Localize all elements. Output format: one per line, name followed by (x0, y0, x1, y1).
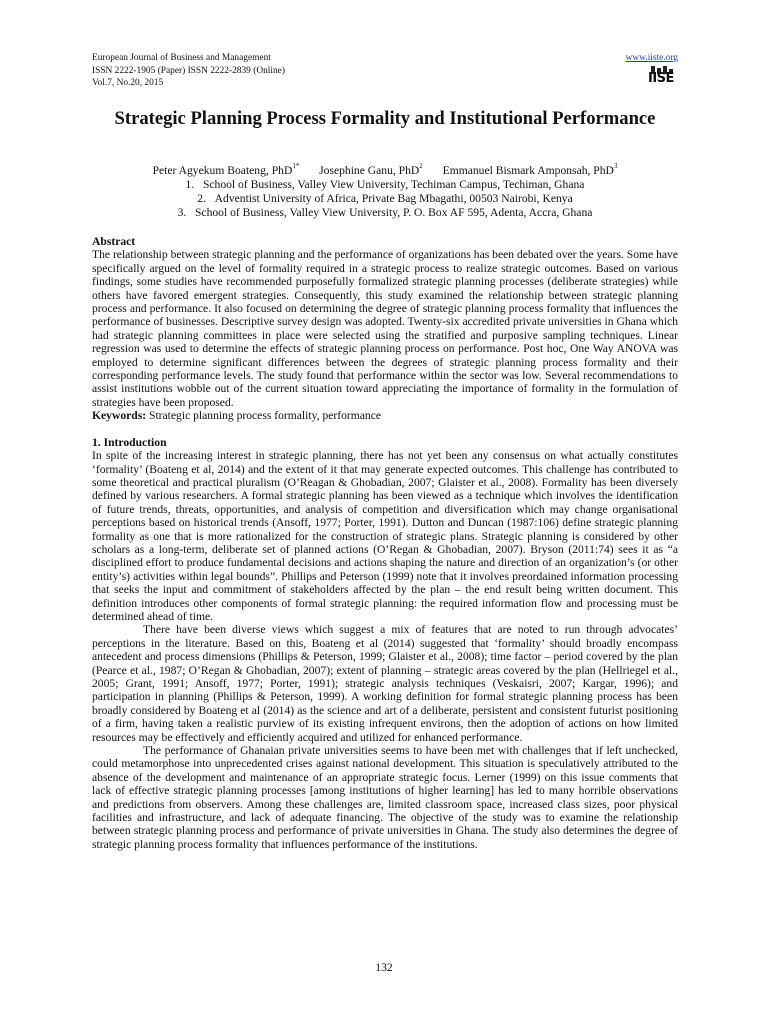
journal-name: European Journal of Business and Management (92, 53, 271, 63)
author-mark: 2 (419, 162, 423, 170)
page-number: 132 (375, 961, 393, 974)
keywords-line (92, 409, 678, 422)
keywords-label: Keywords: (92, 409, 147, 423)
paper-body (92, 235, 678, 851)
journal-url-link[interactable]: www.iiste.org (625, 53, 678, 63)
affiliation-item: 1. School of Business, Valley View University, Techiman Campus, Techiman, Ghana (185, 178, 585, 191)
author-name: Peter Agyekum Boateng, PhD (152, 164, 293, 177)
affiliation-list (92, 178, 678, 220)
affiliation-item: 2. Adventist University of Africa, Private Bag Mbagathi, 00503 Nairobi, Kenya (197, 192, 573, 205)
keywords-text: Strategic planning process formality, performance (146, 409, 382, 423)
logo-text: IISE (648, 71, 674, 86)
journal-info (92, 52, 678, 90)
affiliation-item: 3. School of Business, Valley View University, P. O. Box AF 595, Adenta, Accra, Ghana (177, 206, 593, 219)
introduction-paragraph: The performance of Ghanaian private universities seems to have been met with challenges that if left unchecked, could metamorphose into unprecedented crises against national development. This situation is speculatively attributed to the absence of the development and maintenance of an appropriate strategic focus. Lerner (1999) on this issue comments that lack of effective strategic planning processes [among institutions of higher learning] has led to many horrible observations and predictions from observers. Among these challenges are, limited classroom space, increased class sizes, poor physical facilities and infrastructure, and lack of adequate financing. The objective of the study was to examine the relationship between strategic planning process and performance of private universities in Ghana. The study also determines the degree of strategic planning process formality that influences performance of the institutions. (92, 744, 678, 851)
author-list (92, 163, 678, 178)
abstract-text: The relationship between strategic planning and the performance of organizations has been debated over the years. Some have specifically argued on the level of formality required in a strategic process to realize strategic outcomes. Based on various findings, some studies have recommended purposefully formalized strategic planning processes (deliberate strategies) while others have favored emergent strategies. Consequently, this study examined the relationship between strategic planning process and performance. It also focused on determining the degree of strategic planning process formality that influences the performance of businesses. Descriptive survey design was adopted. Twenty-six accredited private universities in Ghana which had strategic planning committees in place were selected using the stratified and purposive sampling techniques. Linear regression was used to determine the effects of strategic planning process on performance. Post hoc, One Way ANOVA was employed to determine significant differences between the degrees of strategic planning process formality and their corresponding performance levels. The study found that performance within the sector was low. Several recommendations to assist institutions wobble out of the current situation toward appreciating the importance of formality in the formulation of strategies have been proposed. (92, 248, 678, 409)
author-name: Josephine Ganu, PhD (319, 164, 420, 177)
introduction-heading: 1. Introduction (92, 435, 167, 449)
author-mark: 3 (613, 162, 618, 170)
paper-title: Strategic Planning Process Formality and Institutional Performance (114, 108, 656, 129)
author-name: Emmanuel Bismark Amponsah, PhD (442, 164, 614, 177)
introduction-paragraph: In spite of the increasing interest in strategic planning, there has not yet been any consensus on what actually constitutes ‘formality’ (Boateng et al, 2014) and the extent of it that may generate expected outcomes. This challenge has contributed to some theoretical and practical pluralism (O’Reagan & Ghobadian, 2007; Glaister et al., 2008). Formality has been diversely defined by various researchers. A formal strategic planning has been viewed as a technique which involves the identification of future trends, threats, opportunities, and analysis of competition and diversification which may change organisational perceptions based on historical trends (Ansoff, 1977; Porter, 1991). Dutton and Duncan (1987:106) define strategic planning formality as one that is more rationalized for the construction of strategic plans. Strategic planning is considered by other scholars as a long-term, deliberate set of planned actions (O’Regan & Ghobadian, 2007). Bryson (2011:74) sees it as “a disciplined effort to produce fundamental decisions and actions shaping the nature and direction of an organization’s (or other entity’s) activities within legal bounds”. Phillips and Peterson (1999) note that it involves preordained information processing that seeks the input and commitment of stakeholders affected by the plan – the end result being written document. This definition introduces other components of formal strategic planning: the required information flow and processing must be determined ahead of time. (92, 449, 678, 623)
author-mark: 1* (292, 162, 300, 170)
abstract-heading: Abstract (92, 235, 136, 248)
iiste-logo (648, 66, 676, 88)
introduction-paragraph: There have been diverse views which suggest a mix of features that are noted to run through advocates’ perceptions in the literature. Based on this, Boateng et al (2014) suggested that ‘formality’ should broadly encompass antecedent and process dimensions (Phillips & Peterson, 1999; Glaister et al., 2008); time factor – period covered by the plan (Pearce et al., 1987; O’Regan & Ghobadian, 2007); extent of planning – strategic areas covered by the plan (Hellriegel et al., 2005; Grant, 1991; Ansoff, 1977; Porter, 1991); strategic analysis techniques (Veskaisri, 2007; Kargar, 1996); and participation in planning (Phillips & Peterson, 1999). A working definition for formal strategic planning process has been broadly considered by Boateng et al (2014) as the science and art of a deliberate, persistent and consistent futurist positioning of a firm, having taken a realistic purview of its existing infrequent environs, then the adoption of actions on how limited resources may be effectively and efficiently acquired and utilized for enhanced performance. (92, 623, 678, 744)
journal-volume: Vol.7, No.20, 2015 (92, 78, 164, 89)
journal-header (92, 52, 678, 90)
journal-issn: ISSN 2222-1905 (Paper) ISSN 2222-2839 (Online) (92, 65, 285, 76)
